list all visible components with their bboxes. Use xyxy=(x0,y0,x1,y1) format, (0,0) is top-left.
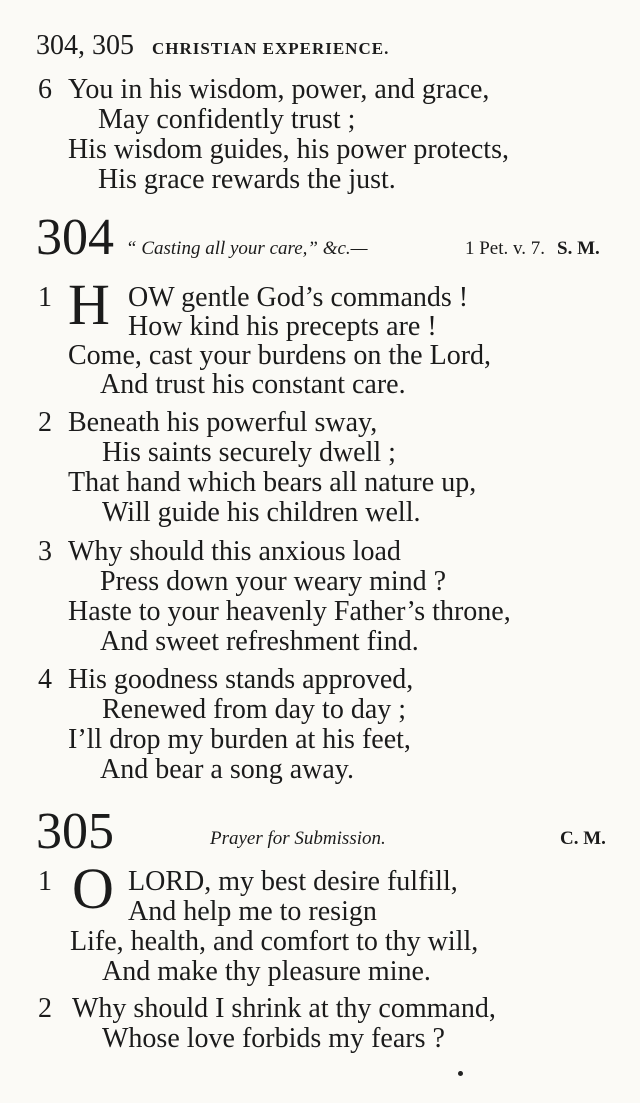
hymn-meter: C. M. xyxy=(560,828,606,849)
verse-number: 6 xyxy=(38,74,52,105)
hymn-line: Will guide his children well. xyxy=(102,497,421,528)
hymn-line: Haste to your heavenly Father’s throne, xyxy=(68,596,511,627)
hymn-line: Whose love forbids my fears ? xyxy=(102,1023,445,1054)
hymn-line: You in his wisdom, power, and grace, xyxy=(68,74,490,105)
hymn-line: His wisdom guides, his power protects, xyxy=(68,134,509,165)
hymn-line: Beneath his powerful sway, xyxy=(68,407,378,438)
hymn-number: 304 xyxy=(36,209,114,266)
hymn-subtitle: “ Casting all your care,” &c.— xyxy=(126,238,368,259)
signature-mark xyxy=(458,1071,463,1076)
hymn-line: His saints securely dwell ; xyxy=(102,437,396,468)
hymn-line: Why should this anxious load xyxy=(68,536,401,567)
hymn-line: His grace rewards the just. xyxy=(98,164,396,195)
drop-cap: O xyxy=(72,856,114,921)
verse-number: 4 xyxy=(38,664,52,695)
drop-cap: H xyxy=(68,272,110,337)
hymn-line: And trust his constant care. xyxy=(100,369,406,400)
hymn-line: And help me to resign xyxy=(128,896,377,927)
verse-number: 3 xyxy=(38,536,52,567)
hymn-line: How kind his precepts are ! xyxy=(128,311,437,342)
hymn-line: Come, cast your burdens on the Lord, xyxy=(68,340,492,371)
hymn-number: 305 xyxy=(36,803,114,860)
hymn-line: That hand which bears all nature up, xyxy=(68,467,477,498)
verse-number: 1 xyxy=(38,866,52,897)
scripture-reference: 1 Pet. v. 7. xyxy=(464,238,545,259)
hymn-line: OW gentle God’s commands ! xyxy=(128,282,469,313)
verse-number: 1 xyxy=(38,282,52,313)
hymn-line: His goodness stands approved, xyxy=(68,664,414,695)
running-header xyxy=(36,30,389,62)
hymn-line: Why should I shrink at thy command, xyxy=(72,993,496,1024)
hymn-line: May confidently trust ; xyxy=(98,104,356,135)
hymn-line: I’ll drop my burden at his feet, xyxy=(68,724,411,755)
hymn-meter: S. M. xyxy=(557,238,600,259)
verse-number: 2 xyxy=(38,407,52,438)
page-numbers: 304, 305 xyxy=(36,30,134,61)
hymn-subtitle: Prayer for Submission. xyxy=(210,828,386,849)
hymn-line: And make thy pleasure mine. xyxy=(102,956,431,987)
hymn-line: Press down your weary mind ? xyxy=(100,566,447,597)
hymn-line: Renewed from day to day ; xyxy=(102,694,407,725)
verse-number: 2 xyxy=(38,993,52,1024)
hymn-line: LORD, my best desire fulfill, xyxy=(128,866,458,897)
hymn-line: And sweet refreshment find. xyxy=(100,626,419,657)
hymn-line: And bear a song away. xyxy=(100,754,354,785)
hymn-line: Life, health, and comfort to thy will, xyxy=(70,926,479,957)
running-title: CHRISTIAN EXPERIENCE. xyxy=(152,39,390,58)
